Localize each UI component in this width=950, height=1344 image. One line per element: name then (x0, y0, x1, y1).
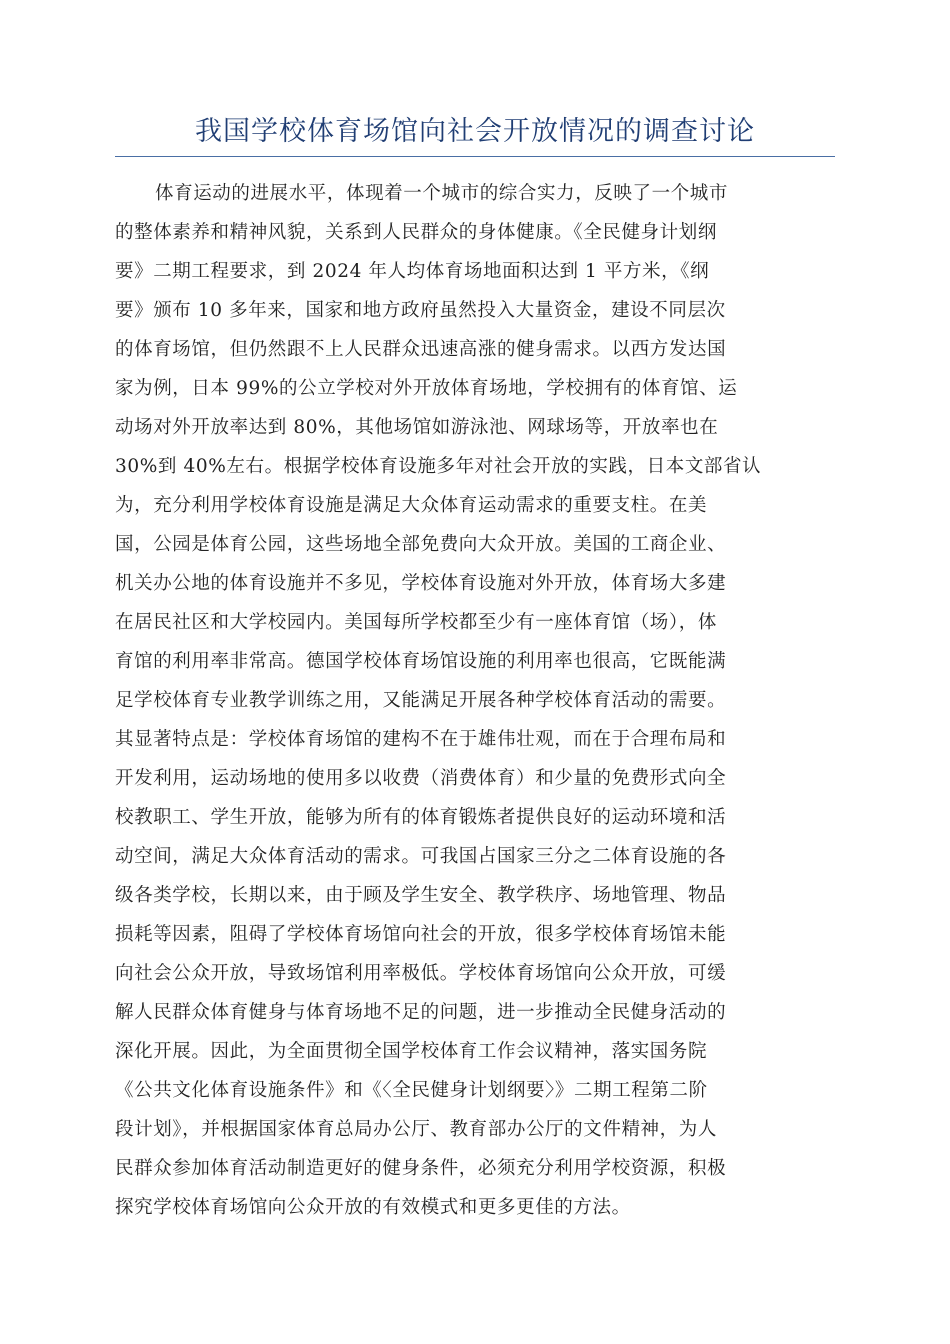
paragraph-line: 国，公园是体育公园，这些场地全部免费向大众开放。美国的工商企业、 (115, 534, 727, 555)
title-block (115, 112, 835, 157)
paragraph-line: 足学校体育专业教学训练之用，又能满足开展各种学校体育活动的需要。 (115, 690, 727, 711)
paragraph-line: 校教职工、学生开放，能够为所有的体育锻炼者提供良好的运动环境和活 (115, 807, 727, 828)
document-title: 我国学校体育场馆向社会开放情况的调查讨论 (195, 116, 755, 147)
paragraph-line: 向社会公众开放，导致场馆利用率极低。学校体育场馆向公众开放，可缓 (115, 963, 727, 984)
paragraph-line: 民群众参加体育活动制造更好的健身条件，必须充分利用学校资源，积极 (115, 1158, 727, 1179)
paragraph-line: 《公共文化体育设施条件》和《〈全民健身计划纲要〉》二期工程第二阶 (115, 1080, 708, 1101)
paragraph-line: 深化开展。因此，为全面贯彻全国学校体育工作会议精神，落实国务院 (115, 1041, 708, 1062)
paragraph-line: 30%到 40%左右。根据学校体育设施多年对社会开放的实践，日本文部省认 (115, 456, 762, 477)
paragraph-line: 损耗等因素，阻碍了学校体育场馆向社会的开放，很多学校体育场馆未能 (115, 924, 727, 945)
paragraph-line: 的整体素养和精神风貌，关系到人民群众的身体健康。《全民健身计划纲 (115, 222, 717, 243)
paragraph-line: 为，充分利用学校体育设施是满足大众体育运动需求的重要支柱。在美 (115, 495, 708, 516)
paragraph-line: 解人民群众体育健身与体育场地不足的问题，进一步推动全民健身活动的 (115, 1002, 727, 1023)
paragraph-line: 在居民社区和大学校园内。美国每所学校都至少有一座体育馆（场），体 (115, 612, 717, 633)
body-paragraph (115, 174, 835, 1227)
paragraph-line: 动空间，满足大众体育活动的需求。可我国占国家三分之二体育设施的各 (115, 846, 727, 867)
paragraph-line: 的体育场馆，但仍然跟不上人民群众迅速高涨的健身需求。以西方发达国 (115, 339, 727, 360)
paragraph-line: 体育运动的进展水平，体现着一个城市的综合实力，反映了一个城市 (155, 183, 729, 204)
paragraph-line: 级各类学校，长期以来，由于顾及学生安全、教学秩序、场地管理、物品 (115, 885, 727, 906)
paragraph-line: 段计划》，并根据国家体育总局办公厅、教育部办公厅的文件精神，为人 (115, 1119, 717, 1140)
paragraph-line: 育馆的利用率非常高。德国学校体育场馆设施的利用率也很高，它既能满 (115, 651, 727, 672)
paragraph-line: 要》颁布 10 多年来，国家和地方政府虽然投入大量资金，建设不同层次 (115, 300, 726, 321)
paragraph-line: 探究学校体育场馆向公众开放的有效模式和更多更佳的方法。 (115, 1197, 631, 1218)
paragraph-line: 开发利用，运动场地的使用多以收费（消费体育）和少量的免费形式向全 (115, 768, 727, 789)
paragraph-line: 其显著特点是：学校体育场馆的建构不在于雄伟壮观，而在于合理布局和 (115, 729, 727, 750)
paragraph-line: 机关办公地的体育设施并不多见，学校体育设施对外开放，体育场大多建 (115, 573, 727, 594)
paragraph-line: 动场对外开放率达到 80%，其他场馆如游泳池、网球场等，开放率也在 (115, 417, 719, 438)
paragraph-line: 家为例，日本 99%的公立学校对外开放体育场地，学校拥有的体育馆、运 (115, 378, 738, 399)
paragraph-line: 要》二期工程要求，到 2024 年人均体育场地面积达到 1 平方米，《纲 (115, 261, 710, 282)
